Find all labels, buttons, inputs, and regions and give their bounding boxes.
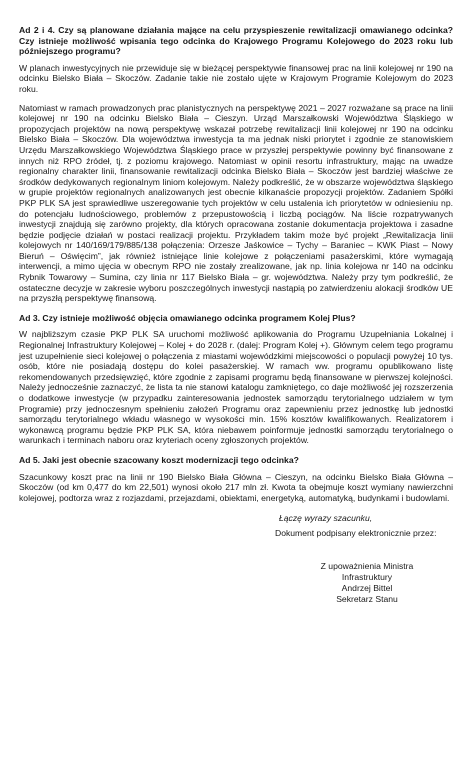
- section-question: Ad 2 i 4. Czy są planowane działania mające na celu przyspieszenie rewitalizacji omawianego odcinka? Czy istnieje możliwość wpisania tego odcinka do Krajowego Programu Kolejowego do 2023 roku lub późniejszego programu?: [19, 25, 453, 57]
- section-ad-2-4: [19, 25, 453, 304]
- signatory-name: Andrzej Bittel: [341, 583, 393, 594]
- closing-block: [275, 513, 453, 605]
- signatory-authority: Z upoważnienia Ministra Infrastruktury: [320, 561, 414, 583]
- closing-greeting: Łączę wyrazy szacunku,: [279, 513, 373, 524]
- section-ad-3: [19, 313, 453, 446]
- section-paragraph: Szacunkowy koszt prac na linii nr 190 Bielsko Biała Główna – Cieszyn, na odcinku Bielsko Biała Główna – Skoczów (od km 0,477 do km 22,501) wynosi około 217 mln zł. Kwota ta obejmuje koszt wymiany nawierzchni kolejowej, podtorza wraz z rozjazdami, przejazdami, obiektami, energetyką, automatyką, budynkami i budowlami.: [19, 471, 453, 503]
- section-question: Ad 5. Jaki jest obecnie szacowany koszt modernizacji tego odcinka?: [19, 454, 299, 465]
- section-paragraph: W planach inwestycyjnych nie przewiduje się w bieżącej perspektywie finansowej prac na linii kolejowej nr 190 na odcinku Bielsko Biała – Skoczów. Zadanie takie nie zostało ujęte w Krajowym Programie Kolejowym do 2023 roku.: [19, 62, 453, 94]
- section-paragraph: Natomiast w ramach prowadzonych prac planistycznych na perspektywę 2021 – 2027 rozważane są prace na linii kolejowej nr 190 na odcinku Bielsko Biała – Cieszyn. Urząd Marszałkowski Województwa Śląskiego w propozycjach projektów na nową perspektywę wskazał potrzebę rewitalizacji linii kolejowej nr 190 na odcinku Bielsko Biała – Skoczów. Dla województwa inwestycja ta ma jednak niski priorytet i zgodnie ze stanowiskiem Urzędu Marszałkowskiego Województwa Śląskiego prace w przyszłej perspektywie powinny być finansowane z innych niż RPO źródeł, tj. z poziomu krajowego. Natomiast w opinii resortu infrastruktury, mając na uwadze regionalny charakter linii, finansowanie rewitalizacji odcinka Bielsko Biała – Skoczów jest bardziej właściwe ze środków dedykowanych regionalnym liniom kolejowym. Należy podkreślić, że w obszarze województwa śląskiego w grupie projektów regionalnych analizowanych jest obecnie kilkanaście propozycji projektów. Zadaniem Spółki PKP PLK SA jest sprawiedliwe uszeregowanie tych projektów w celu ustalenia ich priorytetów w odniesieniu np. do potencjału ludnościowego, problemów z przepustowością i liczbą pociągów. Na liście rozpatrywanych inwestycji znajdują się zarówno projekty, dla których opracowana zostanie dokumentacja projektowa i zasadne będzie podjęcie działań w postaci realizacji projektu. Przykładem takim może być projekt „Rewitalizacja linii kolejowych nr 140/169/179/885/138 połączenia: Orzesze Jaśkowice – Tychy – Baraniec – KWK Piast – Nowy Bieruń – Oświęcim”, jak również istniejące linie kolejowe z połączeniami pasażerskimi, które wymagają interwencji, a mimo ujęcia w obecnym RPO nie zostały zrealizowane, jak np. linia kolejowa nr 140 na odcinku Rybnik Towarowy – Sumina, czy linia nr 117 Bielsko Biała – gr. województwa. Należy przy tym podkreślić, że ostateczne decyzje w zakresie wyboru poszczególnych inwestycji nastąpią po zatwierdzeniu alokacji środków UE na przyszłą perspektywę finansową.: [19, 102, 453, 304]
- esignature-note: Dokument podpisany elektronicznie przez:: [275, 528, 437, 539]
- section-paragraph: W najbliższym czasie PKP PLK SA uruchomi możliwość aplikowania do Programu Uzupełniania Lokalnej i Regionalnej Infrastruktury Kolejowej – Kolej + do 2028 r. (dalej: Program Kolej +). Głównym celem tego programu jest uzupełnienie sieci kolejowej o połączenia z miastami wojewódzkimi miejscowości o populacji powyżej 10 tys. osób, które nie posiadają dostępu do kolei pasażerskiej. W ramach ww. programu opublikowano listę rekomendowanych przedsięwzięć, które zgodnie z zapisami programu będą finansowane w pierwszej kolejności. Należy jednocześnie zaznaczyć, że lista ta nie stanowi katalogu zamkniętego, co daje możliwość jej rozszerzenia o dodatkowe inwestycje (w przypadku zainteresowania jednostek samorządu terytorialnego udziałem w tym Programie) przy jednoczesnym spełnieniu założeń Programu oraz zapewnieniu przez jednostkę lub jednostki samorządu terytorialnego wkładu własnego w wysokości min. 15% kosztów kwalifikowanych. Realizatorem i wykonawcą programu będzie PKP PLK SA, która niebawem poinformuje jednostki samorządu terytorialnego o warunkach i terminach naboru oraz kryteriach oceny zgłoszonych projektów.: [19, 329, 453, 446]
- section-question: Ad 3. Czy istnieje możliwość objęcia omawianego odcinka programem Kolej Plus?: [19, 312, 356, 323]
- signatory-title: Sekretarz Stanu: [336, 594, 398, 605]
- section-ad-5: [19, 455, 453, 503]
- signature-block: [297, 561, 437, 605]
